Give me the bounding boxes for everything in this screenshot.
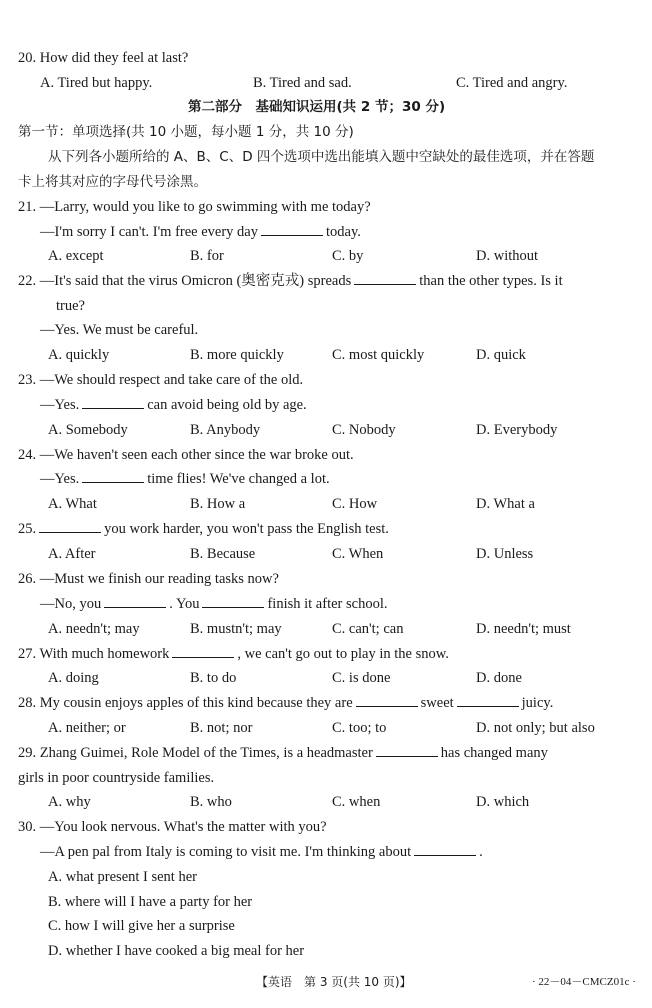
question-28-line-1: 28. My cousin enjoys apples of this kind because they are sweet juicy. <box>18 695 554 711</box>
answer-blank <box>202 595 264 608</box>
question-20-option-c: C. Tired and angry. <box>456 75 568 91</box>
option-a: A. neither; or <box>48 720 126 736</box>
option-a: A. quickly <box>48 347 110 363</box>
option-c: C. is done <box>332 670 391 686</box>
option-b: B. who <box>190 794 232 810</box>
answer-blank <box>356 694 418 707</box>
instructions-line-1: 从下列各小题所给的 A、B、C、D 四个选项中选出能填入题中空缺处的最佳选项，并在答题 <box>48 149 595 165</box>
answer-blank <box>261 223 323 236</box>
option-d: D. without <box>476 248 539 264</box>
option-c: C. by <box>332 248 364 264</box>
option-d: D. done <box>476 670 522 686</box>
question-25-line-1: 25. you work harder, you won't pass the English test. <box>18 521 389 537</box>
option-a: A. After <box>48 546 96 562</box>
part-two-title: 第二部分 基础知识运用(共 2 节；30 分) <box>188 99 446 115</box>
option-c: C. can't; can <box>332 621 404 637</box>
answer-blank <box>414 843 476 856</box>
option-b: B. for <box>190 248 224 264</box>
option-d: D. not only; but also <box>476 720 595 736</box>
question-30-option-b: B. where will I have a party for her <box>48 894 253 910</box>
option-d: D. Unless <box>476 546 534 562</box>
instructions-line-2: 卡上将其对应的字母代号涂黑。 <box>18 174 207 190</box>
option-c: C. most quickly <box>332 347 425 363</box>
question-30-line-2: —A pen pal from Italy is coming to visit me. I'm thinking about . <box>40 844 483 860</box>
answer-blank <box>354 272 416 285</box>
question-24-line-2: —Yes. time flies! We've changed a lot. <box>40 471 330 487</box>
option-a: A. needn't; may <box>48 621 140 637</box>
question-22-line-2: —Yes. We must be careful. <box>40 322 199 338</box>
option-c: C. when <box>332 794 381 810</box>
question-29-line-2: girls in poor countryside families. <box>18 770 215 786</box>
question-30-option-a: A. what present I sent her <box>48 869 197 885</box>
question-21-line-1: 21. —Larry, would you like to go swimming with me today? <box>18 199 371 215</box>
option-b: B. more quickly <box>190 347 284 363</box>
question-29-line-1: 29. Zhang Guimei, Role Model of the Times, is a headmaster has changed many <box>18 745 548 761</box>
question-30-line-1: 30. —You look nervous. What's the matter with you? <box>18 819 327 835</box>
question-24-line-1: 24. —We haven't seen each other since the war broke out. <box>18 447 354 463</box>
option-b: B. Anybody <box>190 422 261 438</box>
page-code: · 22－04－CMCZ01c · <box>532 976 636 988</box>
option-a: A. except <box>48 248 104 264</box>
question-23-line-1: 23. —We should respect and take care of the old. <box>18 372 304 388</box>
answer-blank <box>457 694 519 707</box>
question-26-line-1: 26. —Must we finish our reading tasks now? <box>18 571 279 587</box>
option-a: A. why <box>48 794 91 810</box>
answer-blank <box>82 470 144 483</box>
option-b: B. to do <box>190 670 237 686</box>
question-30-option-d: D. whether I have cooked a big meal for her <box>48 943 305 959</box>
option-d: D. Everybody <box>476 422 558 438</box>
option-c: C. too; to <box>332 720 387 736</box>
option-d: D. needn't; must <box>476 621 571 637</box>
option-b: B. How a <box>190 496 246 512</box>
answer-blank <box>172 645 234 658</box>
option-b: B. mustn't; may <box>190 621 282 637</box>
option-d: D. which <box>476 794 530 810</box>
option-a: A. Somebody <box>48 422 128 438</box>
option-a: A. What <box>48 496 97 512</box>
option-c: C. How <box>332 496 378 512</box>
question-30-option-c: C. how I will give her a surprise <box>48 918 235 934</box>
question-22-line-1-cont: true? <box>56 298 85 314</box>
question-27-line-1: 27. With much homework , we can't go out to play in the snow. <box>18 646 449 662</box>
option-c: C. Nobody <box>332 422 396 438</box>
section-one-title: 第一节：单项选择(共 10 小题，每小题 1 分，共 10 分) <box>18 124 354 140</box>
option-a: A. doing <box>48 670 99 686</box>
question-22-line-1: 22. —It's said that the virus Omicron (奥密克戎) spreads than the other types. Is it <box>18 273 563 289</box>
question-20-option-b: B. Tired and sad. <box>253 75 352 91</box>
page-footer: 【英语 第 3 页(共 10 页)】 <box>256 975 412 989</box>
option-c: C. When <box>332 546 384 562</box>
option-d: D. What a <box>476 496 535 512</box>
answer-blank <box>104 595 166 608</box>
question-23-line-2: —Yes. can avoid being old by age. <box>40 397 307 413</box>
question-26-line-2: —No, you . You finish it after school. <box>40 596 388 612</box>
answer-blank <box>39 520 101 533</box>
answer-blank <box>376 744 438 757</box>
option-b: B. Because <box>190 546 256 562</box>
option-b: B. not; nor <box>190 720 253 736</box>
question-20-stem: 20. How did they feel at last? <box>18 50 189 66</box>
question-21-line-2: —I'm sorry I can't. I'm free every day today. <box>40 224 361 240</box>
answer-blank <box>82 396 144 409</box>
question-20-option-a: A. Tired but happy. <box>40 75 153 91</box>
option-d: D. quick <box>476 347 526 363</box>
